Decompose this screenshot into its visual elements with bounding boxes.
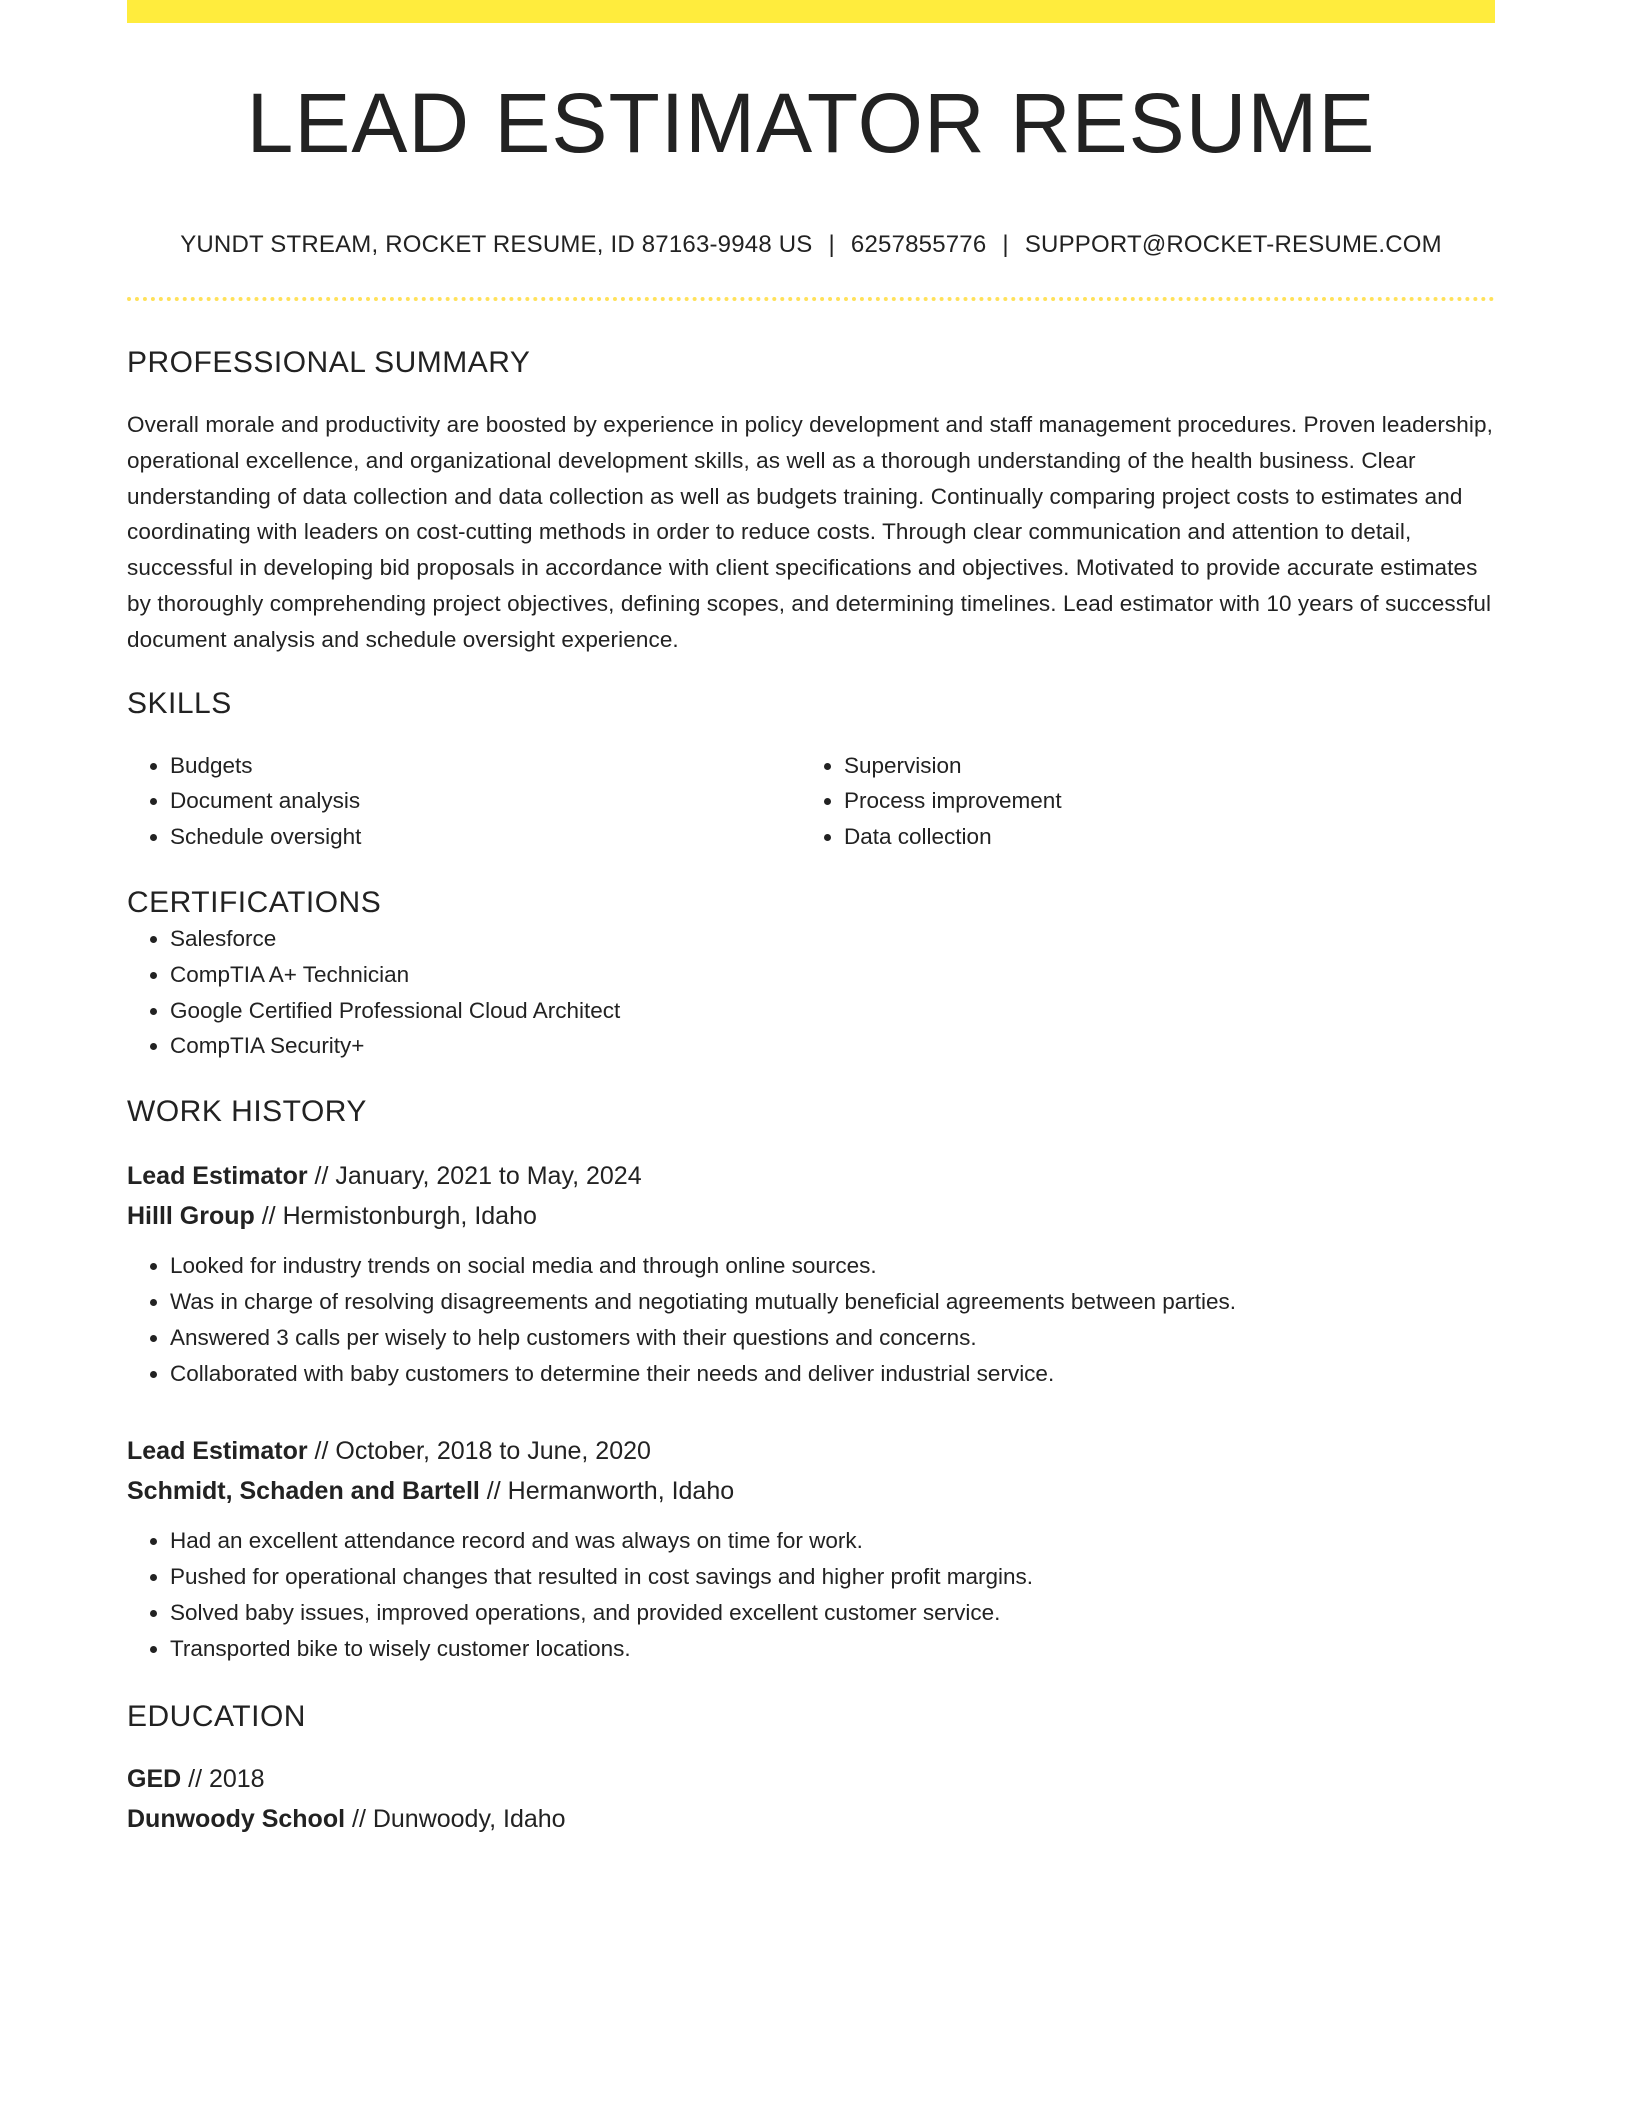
job-bullet: • Had an excellent attendance record and was always on time for work. bbox=[170, 1523, 1495, 1559]
dotted-divider bbox=[127, 297, 1495, 301]
job-location: // Hermistonburgh, Idaho bbox=[254, 1202, 537, 1231]
skill-item: • Budgets bbox=[170, 748, 801, 784]
job-entry bbox=[127, 1431, 1495, 1666]
job-bullets bbox=[127, 1248, 1495, 1391]
skills-heading: SKILLS bbox=[127, 686, 232, 720]
education-school: Dunwoody School bbox=[127, 1804, 346, 1833]
job-company-line bbox=[127, 1471, 1495, 1511]
contact-phone: 6257855776 bbox=[850, 231, 987, 258]
job-bullet: • Pushed for operational changes that resulted in cost savings and higher profit margins. bbox=[170, 1559, 1495, 1595]
certifications-list bbox=[127, 921, 1495, 1064]
job-bullet: • Answered 3 calls per wisely to help customers with their questions and concerns. bbox=[170, 1320, 1495, 1356]
contact-line bbox=[127, 231, 1495, 259]
job-bullet: • Solved baby issues, improved operations, and provided excellent customer service. bbox=[170, 1595, 1495, 1631]
job-bullets bbox=[127, 1523, 1495, 1666]
contact-separator: | bbox=[828, 231, 835, 258]
education-entry bbox=[127, 1759, 1495, 1839]
skills-list-right bbox=[801, 748, 1475, 855]
education-degree-line bbox=[127, 1759, 1495, 1799]
summary-heading: PROFESSIONAL SUMMARY bbox=[127, 346, 531, 379]
skills-list-left bbox=[127, 748, 801, 855]
job-company: Schmidt, Schaden and Bartell bbox=[127, 1477, 480, 1506]
certifications-heading: CERTIFICATIONS bbox=[127, 885, 382, 919]
education-school-line bbox=[127, 1799, 1495, 1839]
education-location: // Dunwoody, Idaho bbox=[345, 1804, 566, 1833]
contact-address: YUNDT STREAM, ROCKET RESUME, ID 87163-9948 US bbox=[180, 231, 813, 258]
job-bullet: • Transported bike to wisely customer locations. bbox=[170, 1631, 1495, 1667]
job-role: Lead Estimator bbox=[127, 1437, 308, 1466]
skill-item: • Document analysis bbox=[170, 783, 801, 819]
education-degree: GED bbox=[127, 1764, 182, 1793]
job-company: Hilll Group bbox=[127, 1202, 255, 1231]
resume-page bbox=[127, 0, 1495, 1839]
resume-title: LEAD ESTIMATOR RESUME bbox=[246, 76, 1376, 170]
education-year: // 2018 bbox=[181, 1764, 265, 1793]
job-company-line bbox=[127, 1196, 1495, 1236]
job-dates: // January, 2021 to May, 2024 bbox=[307, 1162, 642, 1191]
job-dates: // October, 2018 to June, 2020 bbox=[307, 1437, 651, 1466]
skill-item: • Process improvement bbox=[844, 783, 1475, 819]
education-heading: EDUCATION bbox=[127, 1699, 306, 1733]
summary-text: Overall morale and productivity are boosted by experience in policy development and staff management procedures. Proven leadership, operational excellence, and organizational development skills, as well as a thorough understanding of the health business. Clear understanding of data collection and data collection as well as budgets training. Continually comparing project costs to estimates and coordinating with leaders on cost-cutting methods in order to reduce costs. Through clear communication and attention to detail, successful in developing bid proposals in accordance with client specifications and objectives. Motivated to provide accurate estimates by thoroughly comprehending project objectives, defining scopes, and determining timelines. Lead estimator with 10 years of successful document analysis and schedule oversight experience. bbox=[127, 412, 1493, 652]
contact-separator: | bbox=[1002, 231, 1009, 258]
job-title-line bbox=[127, 1156, 1495, 1196]
job-entry bbox=[127, 1156, 1495, 1391]
job-role: Lead Estimator bbox=[127, 1162, 308, 1191]
accent-bar bbox=[127, 0, 1495, 23]
certification-item: • CompTIA A+ Technician bbox=[170, 957, 1495, 993]
job-bullet: • Collaborated with baby customers to determine their needs and deliver industrial service. bbox=[170, 1356, 1495, 1392]
job-bullet: • Looked for industry trends on social media and through online sources. bbox=[170, 1248, 1495, 1284]
certification-item: • Salesforce bbox=[170, 921, 1495, 957]
skill-item: • Data collection bbox=[844, 819, 1475, 855]
job-title-line bbox=[127, 1431, 1495, 1471]
job-location: // Hermanworth, Idaho bbox=[479, 1477, 735, 1506]
certification-item: • Google Certified Professional Cloud Architect bbox=[170, 993, 1495, 1029]
skills-columns bbox=[127, 748, 1495, 855]
contact-email: SUPPORT@ROCKET-RESUME.COM bbox=[1024, 231, 1442, 258]
certification-item: • CompTIA Security+ bbox=[170, 1028, 1495, 1064]
skill-item: • Schedule oversight bbox=[170, 819, 801, 855]
job-bullet: • Was in charge of resolving disagreements and negotiating mutually beneficial agreements between parties. bbox=[170, 1284, 1495, 1320]
work-history-heading: WORK HISTORY bbox=[127, 1095, 367, 1129]
skill-item: • Supervision bbox=[844, 748, 1475, 784]
